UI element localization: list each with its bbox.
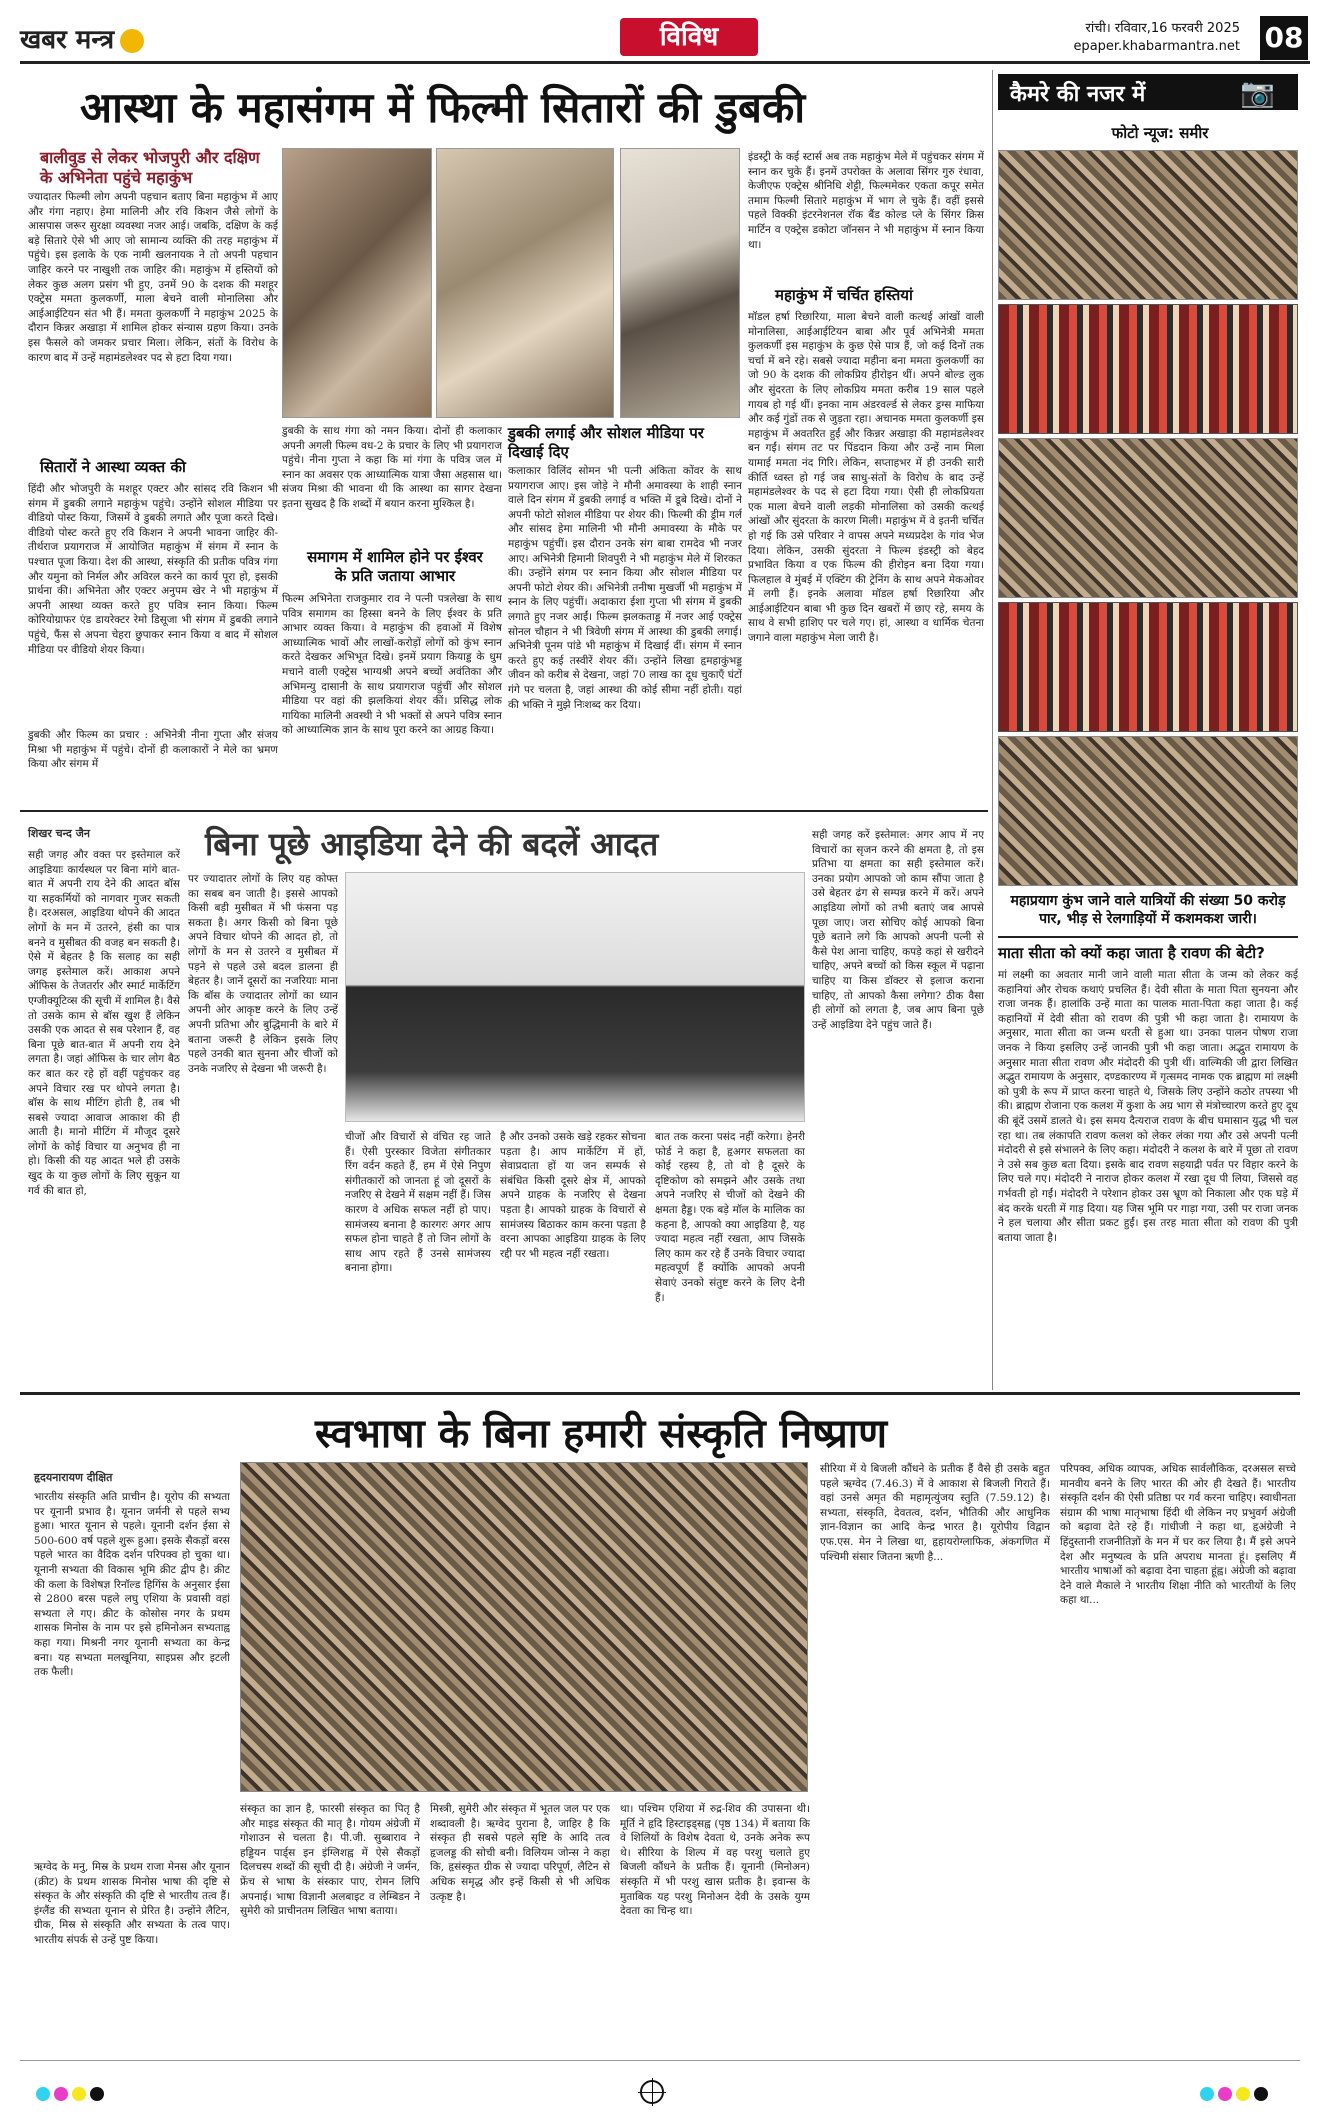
train-photo (998, 304, 1298, 434)
registration-marks-right (1200, 2086, 1272, 2105)
story2-col3: चीजों और विचारों से वंचित रह जाते हैं। ऐसी पुरस्कार विजेता संगीतकार रिंग वर्दन कहते हैं, हम में ऐसे निपुण संगीतकारों को जानता हूं जो दूसरों के नजरिए से देखने में सक्षम नहीं हैं। जिस कारण वे अधिक सफल नहीं हो पाए। सामंजस्य बनाना है कारगरः अगर आप सफल होना चाहते हैं तो जिन लोगों के साथ आप रहते हैं उनसे सामंजस्य बनाना होगा। (345, 1131, 491, 1275)
train-crowd-photo-2 (998, 438, 1298, 598)
story1-col2b: फिल्म अभिनेता राजकुमार राव ने पत्नी पत्रलेखा के साथ पवित्र समागम का हिस्सा बनने के लिए ईश्वर के प्रति आभार व्यक्त किया। वे महाकुंभ की हवाओं में विशेष आध्यात्मिक भावों और लाखों-करोड़ों लोगों को कुंभ स्नान करते देखकर अभिभूत दिखे। इनमें प्रयाग कियाड्ड के धुम मचाने वाली एक्ट्रेस भाग्यश्री अपने बच्चों अवंतिका और अभिमन्यु दासानी के साथ प्रयागराज पहुंचीं और सोशल मीडिया पर वहां की झलकियां शेयर कीं। प्रसिद्ध लोक गायिका मालिनी अवस्थी ने भी भक्तों से अपने पवित्र स्नान को आध्यात्मिक ज्ञान के साथ पूरा करने का आग्रह किया। (282, 593, 502, 737)
logo (20, 20, 144, 56)
story1-col4b: मॉडल हर्षा रिछारिया, माला बेचने वाली कत्थई आंखों वाली मोनालिसा, आईआईटियन बाबा और पूर्व अभिनेत्री ममता कुलकर्णी इस महाकुंभ के कुछ ऐसे पात्र हैं, जो कई दिनों तक चर्चा में बने रहे। सबसे ज्यादा महीना बना ममता कुलकर्णी का जो 90 के दशक की लोकप्रिय हीरोइन थीं। अपने बोल्ड लुक और सुंदरता के लिए लोकप्रिय ममता करीब 19 साल पहले गायब हो गई थीं। इनका नाम अंडरवर्ल्ड से लेकर ड्रग्स माफिया और कई गुंडों तक से जुड़ता रहा। अचानक ममता कुलकर्णी इस महाकुंभ में अवतरित हुईं और किन्नर अखाड़ा की महामंडलेश्वर बन गईं। संगम तट पर पिंडदान किया और उन्हें नाम मिला यामाई ममता नंद गिरि। लेकिन, सप्ताहभर में ही उनकी सारी कीर्ति ध्वस्त हो गई जब साधु-संतों के विरोध के बाद उन्हें महामंडलेश्वर के पद से हटा दिया गया। ऐसी ही लोकप्रियता एक माला बेचने वाली लड़की मोनालिसा को उसकी कत्थई आंखों और सुंदरता के कारण मिली। महाकुंभ में वे इतनी चर्चित हो गई कि उसे परिवार ने वापस अपने मध्यप्रदेश के गांव भेज दिया। लेकिन, उसकी सुंदरता ने फिल्म इंडस्ट्री को बेहद प्रभावित किया व एक फिल्म की हीरोइन बना दिया गया। फिलहाल वे मुंबई में एक्टिंग की ट्रेनिंग के साथ अपने मेकओवर में लगी हैं। इनके अलावा मॉडल हर्षा रिछारिया और आईआईटियन बाबा भी कुछ दिन खबरों में छाए रहे, समय के साथ वे सभी हाशिए पर चले गए। हां, आस्था व धार्मिक चेतना जगाने वाला महाकुंभ मेला जारी है। (748, 311, 984, 645)
story3-col1: भारतीय संस्कृति अति प्राचीन है। यूरोप की सभ्यता पर यूनानी प्रभाव है। यूनान जर्मनी से पहले सभ्य हुआ। भारत यूनान से पहले। यूनानी दर्शन ईसा से 500-600 वर्ष पहले शुरू हुआ। इसके सैकड़ों बरस पहले भारत का वैदिक दर्शन परिपक्व हो चुका था। यूनानी सभ्यता की विकास भूमि क्रीट द्वीप है। क्रीट की कला के विशेषज्ञ रिनॉल्ड हिगिंस के अनुसार ईसा से 2800 बरस पहले लघु एशिया के प्रवासी वहां सभ्यता ले गए। क्रीट के कोसोस नगर के प्रथम शासक मिनोस के नाम पर इसे हमिनोअन सभ्यताह्व कहा गया। मिश्रनी नगर यूनानी सभ्यता का केन्द्र बना। यह सभ्यता मलखूनिया, साइप्रस और इटली तक फैली। (34, 1491, 230, 1679)
story1-para2: हिंदी और भोजपुरी के मशहूर एक्टर और सांसद रवि किशन भी संगम में डुबकी लगाने महाकुंभ पहुंचे। उन्होंने सोशल मीडिया पर वीडियो पोस्ट किया, जिसमें वे डुबकी लगाते और पूजा करते दिखे। वीडियो पोस्ट करते हुए रवि किशन ने अपनी भावना जाहिर की- तीर्थराज प्रयागराज में आयोजित महाकुंभ में संगम में स्नान के पश्चात पूजा किया। देश की आस्था, संस्कृति की प्रतीक पवित्र गंगा और यमुना को निर्मल और अविरल करने का कार्य पूरा हो, इसकी प्रार्थना की। अभिनेता और एक्टर अनुपम खेर ने भी महाकुंभ में अपनी आस्था व्यक्त करते हुए पवित्र स्नान किया। फिल्म कोरियोग्राफर एंड डायरेक्टर रेमो डिसूजा भी संगम में डुबकी लगाने पहुंचे, फैंस से अपना चेहरा छुपाकर स्नान किया व बाद में सोशल मीडिया पर वीडियो शेयर किया। (28, 483, 278, 656)
cyan-dot-icon (36, 2087, 50, 2101)
story1-sub2: समागम में शामिल होने पर ईश्वर के प्रति जताया आभार (307, 548, 483, 585)
story1-sub1: सितारों ने आस्था व्यक्त की (40, 458, 186, 476)
story1-col4a: इंडस्ट्री के कई स्टार्स अब तक महाकुंभ मेले में पहुंचकर संगम में स्नान कर चुके हैं। इनमें उपरोक्त के अलावा सिंगर गुरु रंधावा, केजीएफ एक्ट्रेस श्रीनिधि शेट्टी, फिल्ममेकर एकता कपूर समेत तमाम फिल्मी सितारे महाकुंभ में भाग ले चुके हैं। वहीं इससे पहले विक्की इंटरनेशनल रॉक बैंड कोल्ड प्ले के सिंगर क्रिस मार्टिन व एक्ट्रेस डकोटा जॉनसन ने भी महाकुंभ में स्नान किया था। (748, 151, 984, 251)
story1-col2a: डुबकी के साथ गंगा को नमन किया। दोनों ही कलाकार अपनी अगली फिल्म वध-2 के प्रचार के लिए भी प्रयागराज पहुंचे। नीना गुप्ता ने कहा कि मां गंगा के पवित्र जल में स्नान का अवसर एक आध्यात्मिक यात्रा जैसा अहसास था। संजय मिश्रा की भावना थी कि आस्था का सागर देखना इतना सुखद है कि शब्दों में बयान करना मुश्किल है। (282, 425, 502, 510)
story2-byline: शिखर चन्द जैन (28, 827, 90, 840)
sadhu-photo (436, 148, 614, 418)
story3-rule (20, 1392, 1300, 1395)
actor-garland-photo (620, 148, 740, 418)
train-photo-2 (998, 602, 1298, 732)
story1-kicker: बालीवुड से लेकर भोजपुरी और दक्षिण के अभिनेता पहुंचे महाकुंभ (40, 148, 260, 187)
sidebar-divider (992, 70, 993, 1390)
story2-col1: सही जगह और वक्त पर इस्तेमाल करें आइडियाः कार्यस्थल पर बिना मांगे बात-बात में अपनी राय देने की आदत बॉस या सहकर्मियों को नागवार गुजर सकती है। दरअसल, आइडिया थोपने की आदत लोगों के मन में उतरने, हंसी का पात्र बनने व मुसीबत की वजह बन सकती है। ऐसे में बेहतर है कि सलाह का सही जगह इस्तेमाल करें। आकाश अपने ऑफिस के तेजतर्रार और स्मार्ट मार्केटिंग एग्जीक्यूटिव्स की सूची में शामिल है। वैसे तो उसके काम से बॉस खुश हैं लेकिन उसकी एक आदत से सब परेशान हैं, वह बिना पूछे बात-बात में अपनी राय देने लगता है। जहां ऑफिस के चार लोग बैठ कर बात कर रहे हों वहीं पहुंचकर वह अपने विचार रख पर थोपने लगता है। बॉस के साथ मीटिंग होती है, तब भी सबसे ज्यादा आवाज आकाश की ही आती है। मानो मीटिंग में मौजूद दूसरे लोगों के कोई विचार या अनुभव ही ना हो। किसी की यह आदत भले ही उसके खुद के या कुछ लोगों के लिए सुकून या गर्व की बात हो, (28, 849, 180, 1197)
story1-para3: डुबकी और फिल्म का प्रचार : अभिनेत्री नीना गुप्ता और संजय मिश्रा भी महाकुंभ में पहुंचे। दोनों ही कलाकारों ने मेले का भ्रमण किया और संगम में (28, 729, 278, 771)
story2-col2: पर ज्यादातर लोगों के लिए यह कोफ्त का सबब बन जाती है। इससे आपको किसी बड़ी मुसीबत में भी फंसना पड़ सकता है। अगर किसी को बिना पूछे अपने विचार थोपने की आदत हो, तो लोगों के मन से उतरने व मुसीबत में पड़ने से पहले उसे बदल डालना ही बेहतर है। जानें दूसरों का नजरियाः माना कि बॉस के ज्यादातर लोगों का ध्यान अपनी ओर आकृष्ट करने के लिए उन्हें अपनी प्रतिभा और बुद्धिमानी के बारे में बताना जरूरी है लेकिन इसके लिए पहले उनकी बात सुनना और चीजों को उनके नजरिए से देखना भी जरूरी है। (188, 873, 338, 1075)
sidebar-title: कैमरे की नजर में (1010, 82, 1146, 107)
yellow-dot-icon (72, 2087, 86, 2101)
story3-col6: परिपक्व, अधिक व्यापक, अधिक सार्वलौकिक, दरअसल सच्चे मानवीय बनने के लिए भारत की ओर ही देखते हैं। भारतीय संस्कृति दर्शन की ऐसी प्रतिष्ठा पर गर्व करना चाहिए। स्वाधीनता संग्राम की भाषा मातृभाषा हिंदी थी लेकिन नए प्रभुवर्ग अंग्रेजी को बढ़ावा देते रहे हैं। गांधीजी ने कहा था, हृअंग्रेजी ने हिंदुस्तानी राजनीतिज्ञों के मन में घर कर लिया है। मैं इसे अपने देश और मनुष्यत्व के प्रति अपराध मानता हूं। इसलिए मैं भारतीय भाषाओं को बढ़ावा देना चाहता हूंह्व। अंग्रेजी को बढ़ावा देने वाले मैकाले ने भारतीय शिक्षा नीति को भारतीयों के लिए कहा था... (1060, 1463, 1296, 1607)
masthead (20, 12, 1310, 64)
train-crowd-photo-3 (998, 736, 1298, 886)
date-text: रांची। रविवार,16 फरवरी 2025 (1085, 21, 1240, 36)
story1-sub3: डुबकी लगाई और सोशल मीडिया पर दिखाई दिए (508, 424, 704, 461)
story1-headline: आस्था के महासंगम में फिल्मी सितारों की डुबकी (80, 83, 806, 132)
logo-text: खबर मन्त्र (20, 25, 115, 55)
story1-para1: ज्यादातर फिल्मी लोग अपनी पहचान बताए बिना महाकुंभ में आए और गंगा नहाए। हेमा मालिनी और रवि किशन जैसे लोगों के आसपास जरूर सुरक्षा व्यवस्था नजर आई। जबकि, दक्षिण के कई बड़े सितारे ऐसे भी आए जो सामान्य व्यक्ति की तरह महाकुंभ में पहुंचे। इस इलाके के एक नामी खलनायक ने तो अपनी पहचान जाहिर करने पर नाखुशी तक जाहिर की। महाकुंभ में हस्तियों को लेकर कुछ अलग प्रसंग भी हुए, उनमें 90 के दशक की मशहूर एक्ट्रेस ममता कुलकर्णी, माला बेचने वाली मोनालिसा और आईआईटियन संत भी हैं। ममता कुलकर्णी ने महाकुंभ 2025 के दौरान किन्नर अखाड़ा में शामिल होकर संन्यास ग्रहण किया। उनके इस फैसले को जमकर प्रचार मिला। लेकिन, संतों के विरोध के कारण बाद में उन्हें महामंडलेश्वर पद से हटा दिया गया। (28, 191, 278, 364)
actor-photo (282, 148, 432, 418)
story3-col4: था। पश्चिम एशिया में रुद्र-शिव की उपासना थी। मूर्ति ने हृदि हिस्टाइड्सह्व (पृष्ठ 134) में बताया कि वे शिलियों के विशेष देवता थे, उनके अनेक रूप थे। सीरिया के शिल्प में वह परशु चलाते हुए बिजली कौंधने के प्रतीक हैं। यूनानी (मिनोअन) संस्कृति में भी परशु खास प्रतीक है। इवान्स के मुताबिक यह परशु मिनोअन देवी के उसके युग्म देवता का चिन्ह था। (620, 1803, 810, 1918)
logo-mark-icon (120, 29, 144, 53)
site-url[interactable]: epaper.khabarmantra.net (1073, 39, 1240, 54)
magenta-dot-icon (54, 2087, 68, 2101)
story2-headline: बिना पूछे आइडिया देने की बदलें आदत (205, 825, 659, 863)
footer-rule (20, 2060, 1300, 2061)
story2-rule (20, 810, 988, 812)
black-dot-icon (1254, 2087, 1268, 2101)
cyan-dot-icon (1200, 2087, 1214, 2101)
sidebar-rule (998, 936, 1298, 938)
sidebar-subtitle: फोटो न्यूज: समीर (1111, 124, 1209, 142)
office-meeting-photo (345, 872, 805, 1122)
sita-title: माता सीता को क्यों कहा जाता है रावण की बेटी? (998, 944, 1265, 962)
dateline (1010, 20, 1240, 56)
section-label: विविध (620, 18, 758, 56)
sita-text: मां लक्ष्मी का अवतार मानी जाने वाली माता सीता के जन्म को लेकर कई कहानियां और रोचक कथाएं प्रचलित हैं। देवी सीता के माता पिता सुनयना और राजा जनक हैं। हालांकि उन्हें माता का पालक माता-पिता कहा जाता है। कई कहानियों में देवी सीता को रावण की पुत्री भी कहा जाता है। रामायण के अनुसार, माता सीता का जन्म धरती से हुआ था। उनका पालन पोषण राजा जनक ने किया इसलिए उन्हें जानकी पुत्री भी कहा जाता। अद्भुत रामायण के अनुसार माता सीता रावण और मंदोदरी की पुत्री थीं। वाल्मिकी जी द्वारा लिखित अद्भुत रामायण के अनुसार, दण्डकारण्य में गृत्समद नामक एक ब्राह्मण मां लक्ष्मी को पुत्री के रूप में प्राप्त करना चाहते थे, जिसके लिए उन्होंने कठोर तपस्या भी की। ब्राह्मण रोजाना एक कलश में कुशा के अग्र भाग से मंत्रोच्चारण करते हुए दूध की बूंदें उसमें डालते थे। इस समय दैत्यराज रावण के बीच घमासान युद्ध भी चल रहा था। तब लंकापति रावण कलश को लेकर लंका गया और उसे अपनी पत्नी मंदोदरी से इसे संभालने के लिए कहा। मंदोदरी ने कलश के बारे में पूछा तो रावण ने उसे सब कुछ बता दिया। इसके बाद रावण सहयाद्री पर्वत पर विहार करने के लिए चले गए। मंदोदरी ने नाराज होकर कलश में रखा दूध पी लिया, जिससे वह गर्भवती हो गईं। मंदोदरी ने परेशान होकर उस भ्रूण को निकाला और एक घड़े में बंद करके धरती में गाड़ दिया। यह जिस भूमि पर गाड़ा गया, उसी पर राजा जनक ने हल चलाया और सीता प्रकट हुईं। इस तरह माता सीता को रावण की पुत्री बताया जाता है। (998, 969, 1298, 1244)
story3-byline: हृदयनारायण दीक्षित (34, 1471, 113, 1484)
story3-col1b: ऋग्वेद के मनु, मिस्र के प्रथम राजा मेनस और यूनान (क्रीट) के प्रथम शासक मिनोस भाषा की दृष्टि से संस्कृत के और संस्कृति की दृष्टि से भारतीय तत्व हैं। इंग्लैंड की सभ्यता यूनान से प्रेरित है। उन्होंने लैटिन, ग्रीक, मिस्र से संस्कृति और सभ्यता के तत्व पाए। भारतीय संपर्क से उन्हें पुष्ट किया। (34, 1861, 230, 1946)
registration-marks-left (36, 2086, 108, 2105)
crosshair-icon (640, 2080, 664, 2104)
black-dot-icon (90, 2087, 104, 2101)
story1-col3: कलाकार विलिंद सोमन भी पत्नी अंकिता कोंवर के साथ प्रयागराज आए। इस जोड़े ने मौनी अमावस्या के शाही स्नान वाले दिन संगम में डुबकी लगाई व भक्ति में डूबे दिखे। दोनों ने अपनी फोटो सोशल मीडिया पर शेयर की। फिल्मी की ड्रीम गर्ल और सांसद हेमा मालिनी भी मौनी अमावस्या के मौके पर महाकुंभ पहुंचीं। इस दौरान उनके संग बाबा रामदेव भी नजर आए। अभिनेत्री हिमानी शिवपुरी ने भी महाकुंभ मेले में शिरकत की। उन्होंने संगम पर स्नान किया और सोशल मीडिया पर अपनी फोटो शेयर की। अभिनेत्री तनीषा मुखर्जी भी महाकुंभ में स्नान के लिए पहुंचीं। अदाकारा ईशा गुप्ता भी संगम में डुबकी लगाते हुए नजर आईं। फिल्म झलकताड्ड में नजर आई एक्ट्रेस सोनल चौहान ने भी त्रिवेणी संगम में आस्था की डुबकी लगाई। अभिनेत्री पूनम पांडे भी महाकुंभ में दिखाई दीं। संगम में स्नान करते हुए कई तस्वीरें शेयर कीं। उन्होंने लिखा हृमहाकुंभड्ड जीवन को करीब से देखना, जहां 70 लाख का दूध चुकाएँ घंटों गंगे पर चलता है, जहां आस्था की कोई सीमा नहीं होती। यहां की भक्ति ने मुझे निःशब्द कर दिया। (508, 465, 742, 711)
story3-col3: मिस्त्री, सुमेरी और संस्कृत में भूतल जल पर एक शब्दावली है। ऋग्वेद पुराना है, जाहिर है कि संस्कृत ही सबसे पहले सृष्टि के आदि तत्व हृजलड्ड की सोची बनी। विलियम जोन्स ने कहा कि, हृसंस्कृत ग्रीक से ज्यादा परिपूर्ण, लैटिन से अधिक समृद्ध और इन्हें किसी से भी अधिक उत्कृष्ट है। (430, 1803, 610, 1903)
story3-col2: संस्कृत का ज्ञान है, फारसी संस्कृत का पितृ है और माइड संस्कृत की मातृ है। गोयम अंग्रेजी में गोशाउन से चलता है। पी.जी. सुब्बाराव ने हड्डियन पार्ड्स इन इंग्लिशह्व में ऐसे सैकड़ों दिलचस्प शब्दों की सूची दी है। अंग्रेजी ने जर्मन, फ्रेंच से भाषा के संस्कार पाए, रोमन लिपि अपनाई। भाषा विज्ञानी अलबाइट व लेम्बिडन ने सुमेरी को प्राचीनतम लिखित भाषा बताया। (240, 1803, 420, 1918)
story3-col5: सीरिया में ये बिजली कौंधने के प्रतीक हैं वैसे ही उसके बहुत पहले ऋग्वेद (7.46.3) में वे आकाश से बिजली गिराते हैं। वहां उनसे अमृत की महामृत्युंजय स्तुति (7.59.12) है। सभ्यता, संस्कृति, देवतत्व, दर्शन, भौतिकी और आधुनिक ज्ञान-विज्ञान का आदि केन्द्र भारत है। यूरोपीय विद्वान एफ.एस. मेन ने लिखा था, हृहायरोग्लाफिक, अंकगणित में पश्चिमी संसार जितना ऋणी है... (820, 1463, 1050, 1563)
camera-icon: 📷 (1240, 76, 1275, 109)
story3-headline: स्वभाषा के बिना हमारी संस्कृति निष्प्राण (315, 1411, 888, 1457)
story2-col6: सही जगह करें इस्तेमाल: अगर आप में नए विचारों का सृजन करने की क्षमता है, तो इस प्रतिभा या क्षमता का सही इस्तेमाल करें। उनका प्रयोग आपको जो काम सौंपा जाता है उसे बेहतर ढंग से सम्पन्न करने में करें। अपने आइडिया लोगों को तभी बताएं जब आपसे पूछा जाए। जरा सोचिए कोई आपको बिना पूछे बताने लगे कि आपको अपनी पत्नी से कैसे पेश आना चाहिए, कपड़े कहां से खरीदने चाहिए, अपने बच्चों को किस स्कूल में पढ़ाना चाहिए या किस डॉक्टर से इलाज कराना चाहिए, तो आपको कैसा लगेगा? ठीक वैसा ही लोगों को लगता है, जब आप बिना पूछे उन्हें आइडिया देने पहुंच जाते हैं। (812, 829, 984, 1031)
train-crowd-photo-1 (998, 150, 1298, 300)
story1-sub4: महाकुंभ में चर्चित हस्तियां (775, 286, 913, 304)
story2-col4: है और उनको उसके खड़े रहकर सोचना पड़ता है। आप मार्केटिंग में हों, सेवाप्रदाता हों या जन सम्पर्क से संबंधित किसी दूसरे क्षेत्र में, आपको अपने ग्राहक के नजरिए से देखना पड़ता है। आपको ग्राहक के विचारों से सामंजस्य बिठाकर काम करना पड़ता है वरना आपका आइडिया ग्राहक के लिए रद्दी पर भी महत्व नहीं रखता। (500, 1131, 646, 1260)
magenta-dot-icon (1218, 2087, 1232, 2101)
sidebar-caption: महाप्रयाग कुंभ जाने वाले यात्रियों की संख्या 50 करोड़ पार, भीड़ से रेलगाड़ियों में कशमकश जारी। (1010, 893, 1286, 927)
yellow-dot-icon (1236, 2087, 1250, 2101)
story2-col5: बात तक करना पसंद नहीं करेगा। हेनरी फोर्ड ने कहा है, हृअगर सफलता का कोई रहस्य है, तो वो है दूसरे के दृष्टिकोण को समझने और उसके तथा अपने नजरिए से चीजों को देखने की क्षमता हैड्ड। एक बड़े मॉल के मालिक का कहना है, आपको क्या आइडिया है, यह ज्यादा महत्व नहीं रखता, आप जिसके लिए काम कर रहे हैं उनके विचार ज्यादा महत्वपूर्ण हैं क्योंकि आपको अपनी सेवाएं उनको संतुष्ट करने के लिए देनी हैं। (655, 1131, 805, 1304)
kumbh-procession-photo (240, 1462, 808, 1792)
page-number: 08 (1260, 16, 1308, 60)
